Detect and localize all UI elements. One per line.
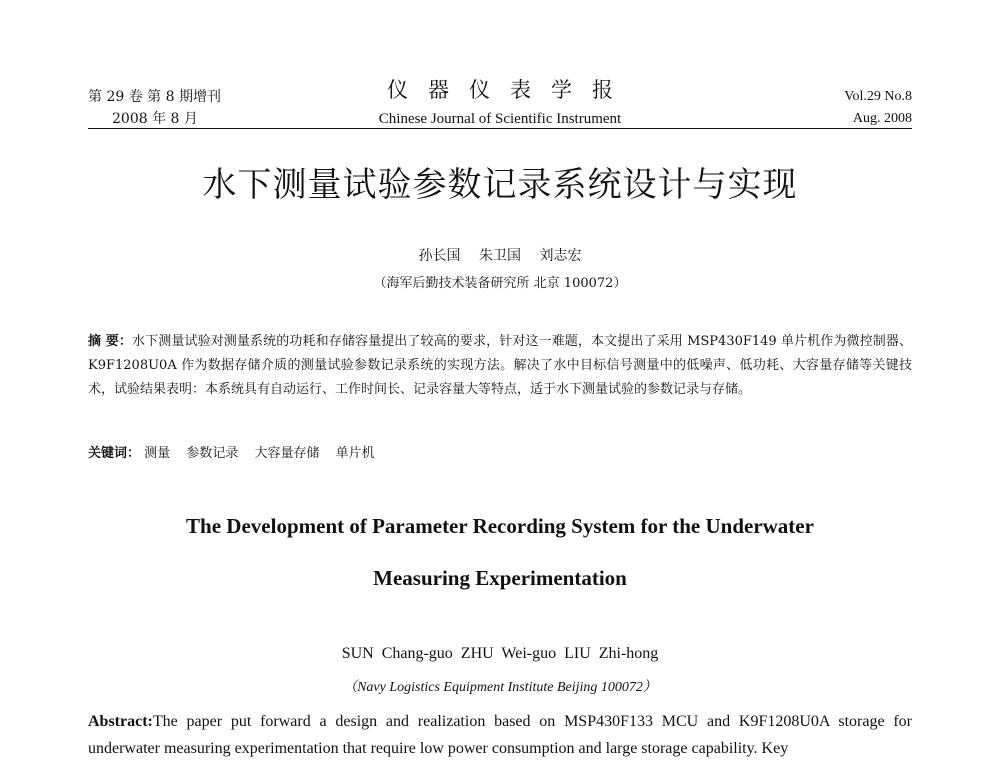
keyword-cn: 参数记录 — [186, 446, 239, 461]
journal-title-cn: 仪器仪表学报 — [387, 78, 633, 102]
abstract-en-label: Abstract: — [88, 713, 153, 730]
volume-issue-cn: 第 29 卷 第 8 期增刊 — [88, 89, 221, 105]
paper-title-en — [0, 512, 1000, 592]
author-cn: 孙长国 — [418, 248, 461, 264]
keyword-cn: 测量 — [144, 446, 171, 461]
keywords-cn-label: 关键词： — [88, 446, 141, 461]
keyword-cn: 单片机 — [335, 446, 375, 461]
abstract-en-text: The paper put forward a design and realization based on MSP430F133 MCU and K9F1208U0A storage for underwater measuring experimentation that require low power consumption and large storage capability. Key — [88, 713, 912, 757]
author-cn: 刘志宏 — [539, 248, 582, 264]
header-divider — [88, 128, 912, 129]
date-en: Aug. 2008 — [852, 111, 912, 126]
paper-title-en-line2: Measuring Experimentation — [373, 566, 627, 590]
author-cn: 朱卫国 — [479, 248, 521, 264]
paper-title-en-line1: The Development of Parameter Recording System for the Underwater — [186, 514, 814, 538]
volume-issue-en: Vol.29 No.8 — [844, 89, 912, 104]
journal-title-en: Chinese Journal of Scientific Instrument — [378, 111, 622, 127]
authors-en: SUN Chang-guo ZHU Wei-guo LIU Zhi-hong — [341, 645, 659, 662]
keyword-cn: 大容量存储 — [254, 446, 320, 461]
journal-volume-info — [88, 86, 221, 130]
affiliation-en: （Navy Logistics Equipment Institute Beijing 100072） — [343, 680, 657, 695]
affiliation-cn: （海军后勤技术装备研究所 北京 100072） — [373, 276, 627, 291]
abstract-cn-label: 摘 要： — [88, 334, 132, 349]
abstract-en — [88, 708, 912, 762]
abstract-cn-text: 水下测量试验对测量系统的功耗和存储容量提出了较高的要求，针对这一难题，本文提出了采用 MSP430F149 单片机作为微控制器、K9F1208U0A 作为数据存储介质的测量试验参数记录系统的实现方法。解决了水中目标信号测量中的低噪声、低功耗、大容量存储等关键技术，试验结果表明：本系统具有自动运行、工作时间长、记录容量大等特点，适于水下测量试验的参数记录与存储。 — [88, 334, 912, 397]
keywords-cn — [88, 442, 912, 466]
journal-volume-info-en — [844, 86, 912, 130]
date-cn: 2008 年 8 月 — [112, 111, 198, 127]
authors-cn — [0, 246, 1000, 266]
journal-name — [320, 76, 680, 130]
paper-title-cn: 水下测量试验参数记录系统设计与实现 — [202, 165, 798, 205]
abstract-cn — [88, 330, 912, 402]
